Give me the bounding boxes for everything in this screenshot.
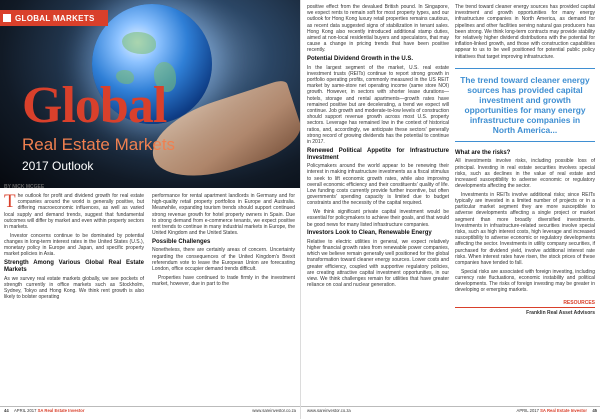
issue-label: APRIL 2017 SA Real Estate Investor	[516, 408, 587, 413]
paragraph: performance for rental apartment landlords in Germany and for high-quality retail property portfolios in Europe and Australia. Meanwhile, expanding tourism trends should support continued strong revenue growth for hotel property owners in Spain. Due to strong demand from e-commerce tenants, we expect positive rent trends to continue in many industrial markets in Europe, the United Kingdom and the United States.	[152, 193, 295, 237]
paragraph: Policymakers around the world appear to be renewing their interest in making infrastructure investments as a fiscal stimulus to seek to lift economic growth rates, while also improving overall economic efficiency and their constituents' quality of life. Low funding costs currently provide further incentive, but often governments' spending capacity is limited due to budget constraints and the necessity of the capital required.	[307, 163, 449, 207]
article-column-2	[152, 193, 295, 290]
subheading: Strength Among Various Global Real Estate Markets	[4, 260, 144, 274]
subheading: Potential Dividend Growth in the U.S.	[307, 56, 414, 63]
section-label: GLOBAL MARKETS	[15, 13, 95, 23]
subheading: What are the risks?	[455, 149, 511, 156]
paragraph: As we survey real estate markets globally, we see pockets of strength currently in office markets such as Stockholm, Sydney, Tokyo and Hong Kong. We think rent growth is also likely to bolster operating	[4, 275, 144, 301]
paragraph: positive effect from the devalued British pound. In Singapore, we expect rents to remain soft for most property types, and our outlook for Hong Kong luxury retail properties remains cautious, as recent data suggested signs of stabilization in tenant sales. Hong Kong also recently introduced additional stamp duties, aimed at non-local residential buyers and speculators, that may cause a change in pricing trends that have been positive recently.	[307, 4, 449, 54]
title-sub: Real Estate Markets	[22, 135, 176, 154]
paragraph: Relative to electric utilities in general, we expect relatively higher financial growth rates from renewable power companies, which we believe remain generally well positioned for the global transformation toward cleaner energy sources. Lower costs and greater efficiency, coupled with supportive regulatory policies, are creating attractive capital investment opportunities, in our view. We think challenges remain for utilities that have greater reliance on coal and nuclear generation.	[307, 238, 449, 289]
subheading: Renewed Political Appetite for Infrastructure Investment	[307, 147, 449, 161]
article-column-1	[4, 193, 144, 303]
left-footer	[0, 408, 300, 416]
paragraph: Investments in REITs involve additional risks; since REITs typically are invested in a limited number of projects or in a particular market segment they are more susceptible to adverse developments affecting a single project or market segment than more broadly diversified investments. Investments in infrastructure-related securities involve special risks, such as high interest costs, high leverage and increased susceptibility to adverse economic or regulatory developments affecting the sector. Investments in utility company securities, if purchased for dividend yield, involve additional interest rate risks. When interest rates have risen, the stock prices of these companies have tended to fall.	[455, 191, 595, 267]
intro-paragraph: The outlook for profit and dividend growth for real estate companies around the world is generally positive, but differing macroeconomic influences, as well as varied local supply and demand trends, suggest that fundamental outcomes will differ by market and even within property sectors in markets.	[4, 191, 144, 231]
paragraph: All investments involve risks, including possible loss of principal. Investing in real estate securities involves special risks, such as declines in the value of real estate and increased susceptibility to adverse economic or regulatory developments affecting the sector.	[455, 158, 595, 190]
website-link[interactable]: www.sareinvestor.co.za	[307, 408, 351, 413]
paragraph: The trend toward cleaner energy sources has provided capital investment and growth opportunities for many energy infrastructure companies in North America, as demand for pipelines and other facilities serving natural gas producers has been strong. We think long-term contracts may provide stability for relatively higher dividend distributions with the potential for inflation-linked growth, and those with construction capabilities appear to us to be well positioned for potential public policy initiatives that target improving infrastructure.	[455, 4, 595, 60]
footer-rule	[301, 406, 600, 407]
footer-rule	[0, 406, 300, 407]
paragraph: Nonetheless, there are certainly areas of concern. Uncertainty regarding the consequences of the United Kingdom's Brexit referendum vote to leave the European Union are forecasting London, office occupier demand trends difficult.	[152, 247, 295, 273]
dropcap: T	[4, 191, 16, 212]
paragraph: Properties have continued to trade firmly in the investment market, however, due in part to the	[152, 274, 295, 287]
title-year: 2017 Outlook	[22, 159, 94, 173]
square-icon	[3, 14, 11, 22]
paragraph: Investor concerns continue to be dominated by potential changes in long-term interest rates in the United States (U.S.), monetary policy in Europe and Japan, and specific property market policies in Asia.	[4, 232, 144, 258]
section-band	[0, 10, 108, 26]
article-column-3	[307, 4, 449, 291]
right-page	[300, 0, 600, 419]
website-link[interactable]: www.sareinvestor.co.za	[252, 408, 296, 413]
title-main: Global	[22, 77, 167, 134]
sources-label: RESOURCES	[455, 300, 595, 308]
globe-continent	[122, 32, 156, 54]
paragraph: In the largest segment of the market, U.S. real estate investment trusts (REITs) continue to report strong growth in portfolio operating profits, commonly measured in the US REIT market by same-store net operating income (same store NOI) growth. However, in sectors with shorter lease durations—hotels, storage and rental apartments—growth rates have remained positive but are decelerating, a trend we expect will continue. Job growth and moderate-to-low levels of construction should support revenue growth across most U.S. property sectors. Leverage has remained low in the context of historical ratios, and, accordingly, we anticipate these sectors' generally strong record of growing dividends has the potential to continue in 2017.	[307, 64, 449, 146]
paragraph: We think significant private capital investment would be essential for policymakers to achieve their goals, and that would be good news for many listed infrastructure companies.	[307, 209, 449, 228]
hero-image	[0, 0, 300, 188]
subheading: Investors Look to Clean, Renewable Energy	[307, 230, 432, 237]
issue-label: APRIL 2017 SA Real Estate Investor	[14, 408, 85, 413]
byline: BY NICK MCGEE	[4, 184, 45, 190]
pull-quote: The trend toward cleaner energy sources has provided capital investment and growth opportunities for many energy infrastructure companies in North America...	[455, 68, 595, 142]
page-number: 44	[4, 408, 9, 413]
subheading: Possible Challenges	[152, 238, 211, 245]
right-footer	[301, 408, 600, 416]
page-number: 45	[592, 408, 597, 413]
article-column-4	[455, 4, 595, 316]
source-credit: Franklin Real Asset Advisors	[526, 309, 595, 316]
paragraph: Special risks are associated with foreign investing, including currency rate fluctuations, economic instability and political developments. The risks of foreign investing may be greater in developing or emerging markets.	[455, 268, 595, 294]
